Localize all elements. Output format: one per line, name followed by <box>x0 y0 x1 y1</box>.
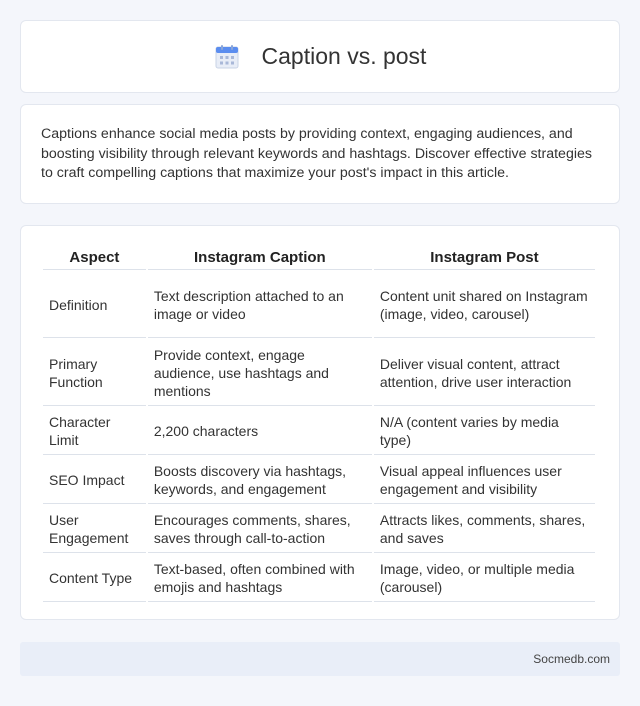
table-cell-aspect: Content Type <box>43 555 146 602</box>
column-header-aspect: Aspect <box>43 246 146 270</box>
comparison-table-card <box>20 225 620 620</box>
title-card <box>20 20 620 93</box>
table-row <box>43 340 595 406</box>
footer <box>20 642 620 676</box>
table-cell-caption: Boosts discovery via hashtags, keywords, and engagement <box>148 457 372 504</box>
comparison-table <box>41 244 597 604</box>
table-cell-aspect: SEO Impact <box>43 457 146 504</box>
table-header-row <box>43 246 595 270</box>
table-cell-aspect: Character Limit <box>43 408 146 455</box>
footer-site-link[interactable]: Socmedb.com <box>533 652 610 666</box>
table-cell-aspect: User Engagement <box>43 506 146 553</box>
table-cell-post: Deliver visual content, attract attention, drive user interaction <box>374 340 595 406</box>
table-row <box>43 272 595 338</box>
table-row <box>43 506 595 553</box>
column-header-post: Instagram Post <box>374 246 595 270</box>
table-cell-caption: Text description attached to an image or video <box>148 272 372 338</box>
table-cell-aspect: Primary Function <box>43 340 146 406</box>
table-cell-post: Visual appeal influences user engagement and visibility <box>374 457 595 504</box>
table-cell-aspect: Definition <box>43 272 146 338</box>
intro-card <box>20 104 620 204</box>
table-cell-post: Content unit shared on Instagram (image, video, carousel) <box>374 272 595 338</box>
calendar-icon <box>214 44 240 70</box>
table-cell-post: Image, video, or multiple media (carousel) <box>374 555 595 602</box>
intro-text: Captions enhance social media posts by providing context, engaging audiences, and boosting visibility through relevant keywords and hashtags. Discover effective strategies to craft compelling captions that maximize your post's impact in this article. <box>41 126 592 181</box>
column-header-caption: Instagram Caption <box>148 246 372 270</box>
table-row <box>43 555 595 602</box>
table-cell-caption: 2,200 characters <box>148 408 372 455</box>
page-title: Caption vs. post <box>261 43 427 69</box>
table-row <box>43 457 595 504</box>
table-cell-caption: Encourages comments, shares, saves through call-to-action <box>148 506 372 553</box>
table-cell-caption: Text-based, often combined with emojis and hashtags <box>148 555 372 602</box>
table-cell-caption: Provide context, engage audience, use hashtags and mentions <box>148 340 372 406</box>
table-cell-post: Attracts likes, comments, shares, and saves <box>374 506 595 553</box>
table-row <box>43 408 595 455</box>
table-cell-post: N/A (content varies by media type) <box>374 408 595 455</box>
